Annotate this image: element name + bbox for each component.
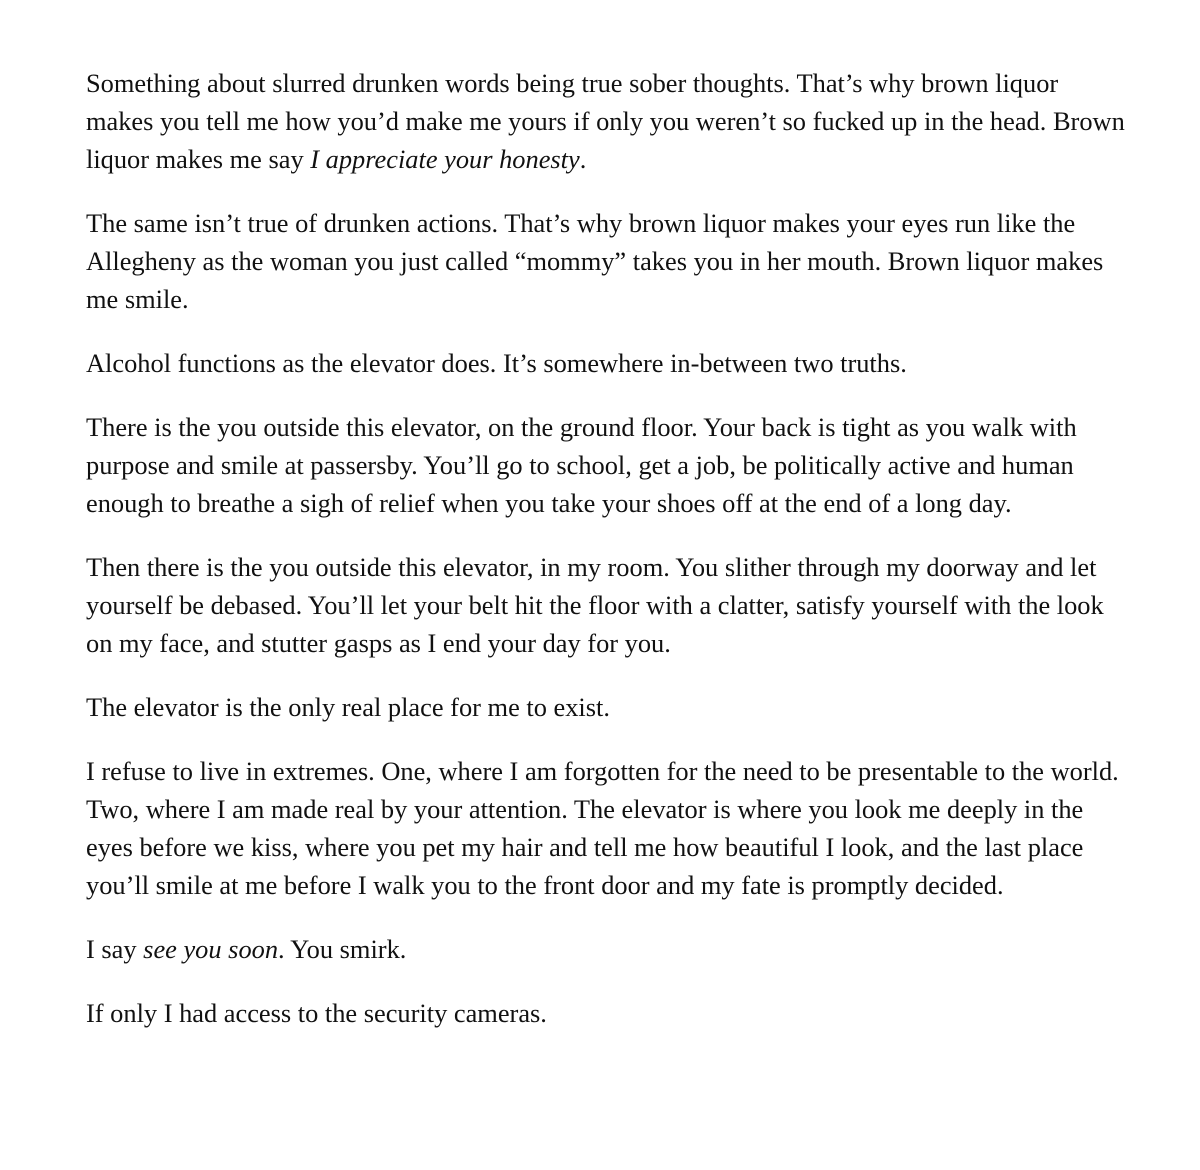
text-segment: If only I had access to the security cameras.	[86, 998, 547, 1028]
text-segment: .	[579, 144, 587, 174]
paragraph	[86, 408, 1126, 522]
paragraph	[86, 344, 1126, 382]
paragraph	[86, 688, 1126, 726]
italic-text-segment: I appreciate your honesty	[310, 144, 580, 174]
text-segment: Something about slurred drunken words being true sober thoughts. That’s why brown liquor makes you tell me how you’d make me yours if only you weren’t so fucked up in the head. Brown liquor makes me say	[86, 68, 1125, 174]
paragraph	[86, 930, 1126, 968]
paragraph	[86, 548, 1126, 662]
paragraph	[86, 752, 1126, 904]
text-segment: The elevator is the only real place for me to exist.	[86, 692, 610, 722]
text-segment: . You smirk.	[278, 934, 407, 964]
text-segment: I say	[86, 934, 144, 964]
paragraph	[86, 64, 1126, 178]
text-segment: There is the you outside this elevator, on the ground floor. Your back is tight as you walk with purpose and smile at passersby. You’ll go to school, get a job, be politically active and human enough to breathe a sigh of relief when you take your shoes off at the end of a long day.	[86, 412, 1077, 518]
document-body	[86, 64, 1126, 1032]
text-segment: Alcohol functions as the elevator does. It’s somewhere in-between two truths.	[86, 348, 907, 378]
text-segment: The same isn’t true of drunken actions. That’s why brown liquor makes your eyes run like the Allegheny as the woman you just called “mommy” takes you in her mouth. Brown liquor makes me smile.	[86, 208, 1104, 314]
text-segment: Then there is the you outside this elevator, in my room. You slither through my doorway and let yourself be debased. You’ll let your belt hit the floor with a clatter, satisfy yourself with the look on my face, and stutter gasps as I end your day for you.	[86, 552, 1104, 658]
paragraph	[86, 994, 1126, 1032]
text-segment: I refuse to live in extremes. One, where I am forgotten for the need to be presentable to the world. Two, where I am made real by your attention. The elevator is where you look me deeply in the eyes before we kiss, where you pet my hair and tell me how beautiful I look, and the last place you’ll smile at me before I walk you to the front door and my fate is promptly decided.	[86, 756, 1119, 900]
italic-text-segment: see you soon	[143, 934, 279, 964]
paragraph	[86, 204, 1126, 318]
